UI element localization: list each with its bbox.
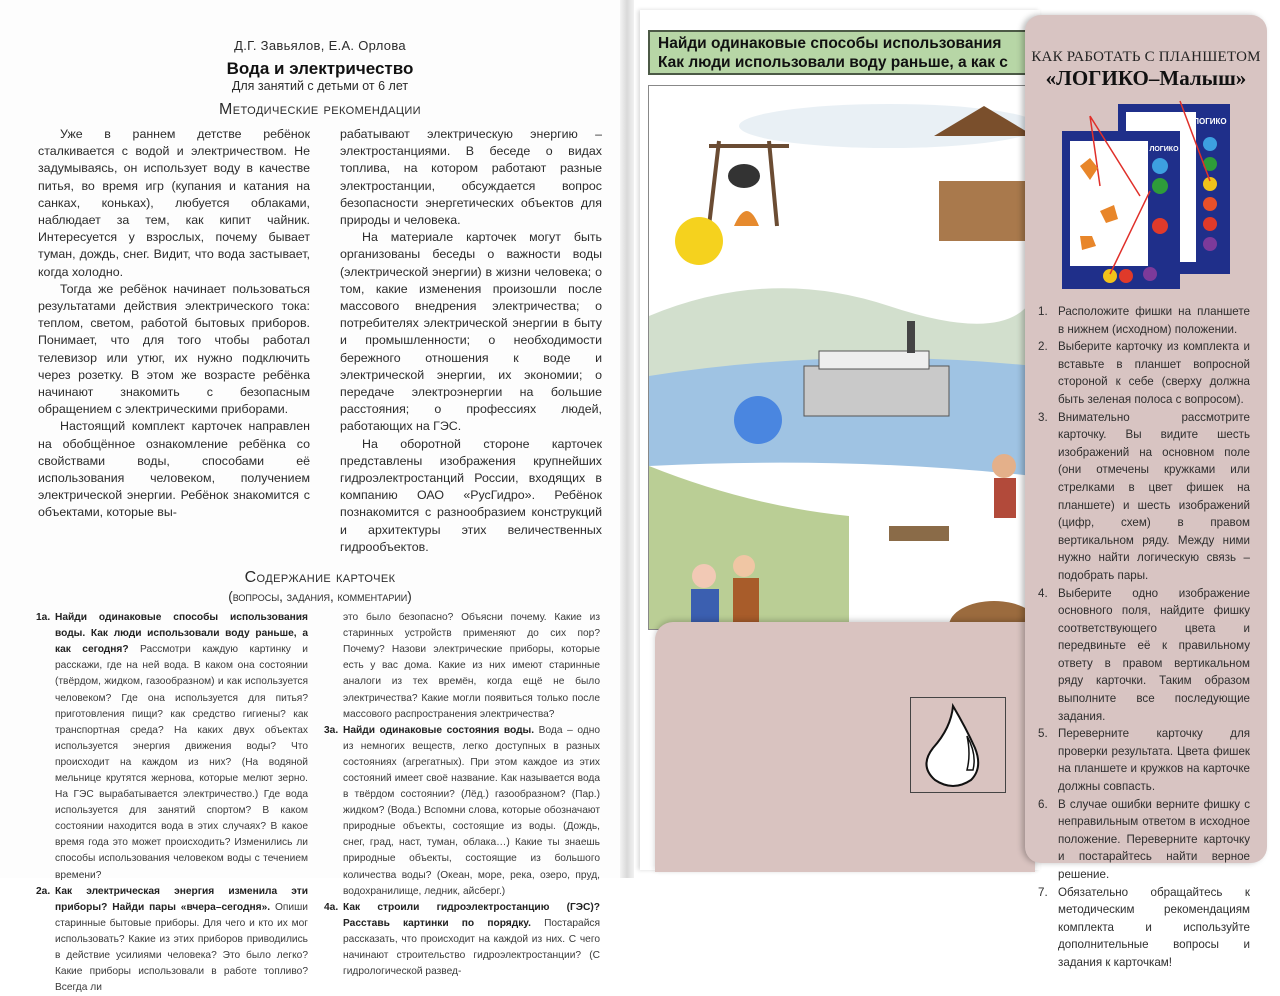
instructions-content [1025, 48, 1267, 972]
instruction-step: 1. Расположите фишки на планшете в нижнем (исходном) положении. [1038, 305, 1250, 336]
question-columns [20, 610, 620, 996]
paragraph: Уже в раннем детстве ребёнок сталкивается с водой и электричеством. Не задумываясь, он использует воду в качестве питья, во время игр (купания и катания на санках, коньках), любуется облаками, наблюдает за тем, как кипит чайник. Интересуется у взрослых, почему бывает туман, дождь, снег. Видит, что вода застывает, когда холодно. [38, 127, 310, 279]
paragraph: На материале карточек могут быть организованы беседы о важности воды (электрической энергии) в жизни человека; о том, какие изменения произошли после массового внедрения электричества; о потребителях электрической энергии в быту и промышленности; о необходимости бережного отношения к воде и электрической энергии, их экономии; о передаче электроэнергии на большие расстояния; о профессиях людей, работающих на ГЭС. [340, 230, 602, 434]
instruction-step: 3. Внимательно рассмотрите карточку. Вы видите шесть изображений на основном поле (они отмечены кружками или стрелками в цвет фишек на планшете) и шесть изображений (цифр, схем) в правом вертикальном ряду. Между ними нужно найти логическую связь – подобрать пары. [1038, 410, 1250, 582]
question-text: Вода – одно из немногих веществ, легко доступных в разных состояниях (агрегатных). При этом каждое из этих состояний имеет своё название. Как называется вода в твёрдом состоянии? (Лёд.) газообразном? (Пар.) жидком? (Вода.) Вспомни слова, которые обозначают природные объекты, состоящие из воды. (Дождь, снег, град, наст, туман, облака…) Какие ты знаешь природные объекты, состоящие из большого количества воды? (Океан, море, река, озеро, пруд, водохранилище, ледник, айсберг.) [343, 724, 600, 897]
question-number: 2а. [36, 885, 51, 897]
intro-column-2 [340, 126, 602, 556]
question-text: Постарайся рассказать, что происходит на каждой из них. С чего начинают строительство гидроэлектростанции? (С гидрологической развед- [343, 917, 601, 978]
authors: Д.Г. Завьялов, Е.А. Орлова [234, 38, 406, 53]
pier [889, 526, 949, 541]
marker-blue [734, 396, 782, 444]
question-item [36, 610, 308, 884]
subtitle: Для занятий с детьми от 6 лет [231, 79, 409, 93]
paragraph: На оборотной стороне карточек представлены изображения крупнейших гидроэлектростанций России, входящих в компанию ОАО «РусГидро». Ребёнок познакомится с разнообразием конструкций и архитектуры этих величественных гидрообъектов. [340, 436, 602, 554]
card-question-line: Найди одинаковые способы использования [658, 35, 1002, 52]
question-number: 1а. [36, 612, 51, 624]
instruction-step: 7. Обязательно обращайтесь к методическим рекомендациям комплекта и используйте дополнительные вопросы и задания к карточкам! [1038, 885, 1250, 969]
question-item [36, 884, 308, 996]
question-title: Найди одинаковые состояния воды. [343, 724, 535, 736]
steamboat-icon [804, 366, 949, 416]
paragraph: рабатывают электрическую энергию – электростанциями. В беседе о видах топлива, на котором работают разные электростанции, обсуждается вопрос безопасности энергетических объектов для природы и человека. [340, 127, 602, 228]
paragraph: Настоящий комплект карточек направлен на обобщённое ознакомление ребёнка со свойствами воды, способами её использования человеком, получением электрической энергии. Ребёнок знакомится с объектами, которые вы- [38, 419, 310, 520]
water-drop-icon [911, 698, 1007, 794]
card-illustration [648, 85, 1033, 630]
instruction-step: 5. Переверните карточку для проверки результата. Цвета фишек на планшете и кружков на карточке должны совпасть. [1038, 727, 1250, 794]
instruction-step: 2. Выберите карточку из комплекта и вставьте в планшет вопросной стороной к себе (сверху должна быть зеленая полоса с вопросом). [1038, 340, 1250, 406]
section-subheading: (вопросы, задания, комментарии) [228, 589, 412, 605]
question-item [324, 723, 600, 900]
section-heading-content: Содержание карточек [244, 569, 396, 587]
tablet-brand: ЛОГИКО [1149, 146, 1179, 153]
section-heading-method: Методические рекомендации [219, 101, 421, 118]
card-question-banner [648, 30, 1043, 75]
instruction-step: 4. Выберите одно изображение основного поля, найдите фишку соответствующего цвета и передвиньте её к правильному ответу в правом вертикальном ряду карточки. Таким образом выполните все последующие задания. [1038, 586, 1250, 723]
answer-box [910, 697, 1006, 793]
question-title: Как строили гидроэлектростанцию (ГЭС)? Расставь картинки по порядку. [343, 901, 600, 929]
tablet-illustration [1060, 96, 1235, 291]
question-text: Опиши старинные бытовые приборы. Для чего и кто их мог использовать? Какие из этих приборов приводились в действие усилиями человека? Это было легко? Какие приборы использовали в работе топливо? Всегда ли [55, 901, 308, 994]
instructions-list [1038, 303, 1250, 972]
question-item [324, 900, 600, 980]
question-number: 3а. [324, 724, 339, 736]
question-number: 4а. [324, 901, 339, 913]
instructions-product-name: «ЛОГИКО–Малыш» [1045, 66, 1247, 90]
questions-column-1 [36, 610, 308, 996]
book-gutter [620, 0, 634, 878]
question-title: Как электрическая энергия изменила эти приборы? Найди пары «вчера–сегодня». [55, 885, 308, 913]
page-title: Вода и электричество [226, 59, 414, 78]
instruction-step: 6. В случае ошибки верните фишку с неправильным ответом в исходное положение. Переверните карточку и постарайтесь найти верное решение. [1038, 797, 1250, 881]
person-icon [992, 454, 1016, 478]
intro-column-1 [38, 126, 310, 522]
card-question-line: Как люди использовали воду раньше, а как с [658, 54, 1008, 71]
marker-yellow [675, 217, 723, 265]
paragraph: Тогда же ребёнок начинает пользоваться результатами действия электрического тока: теплом, светом, работой бытовых приборов. Понимает, что для того чтобы работал телевизор или утюг, их нужно подключить через розетку. В этом же возрасте ребёнка начинают знакомить с безопасным обращением с электрическими приборами. [38, 281, 310, 417]
watercolor-scene [649, 86, 1033, 630]
tablet-brand: ЛОГИКО [1193, 117, 1227, 126]
questions-column-2 [324, 610, 600, 980]
question-text: это было безопасно? Объясни почему. Какие из старинных устройств применяют до сих пор? Почему? Назови электрические приборы, которые есть у вас дома. Какие из них имеют старинные аналоги из тех времён, когда ещё не было электричества? Какие могли появиться только после массового распространения электричества? [343, 612, 600, 720]
well-icon [939, 181, 1033, 241]
cauldron-icon [728, 164, 760, 188]
question-item-continued [324, 610, 600, 723]
instructions-title: КАК РАБОТАТЬ С ПЛАНШЕТОМ [1031, 49, 1261, 65]
question-text: Рассмотри каждую картинку и расскажи, где на ней вода. В каком она состоянии (твёрдом, жидком, газообразном) и как используется человеком? Где она используется для питья? приготовления пищи? как средство гигиены? как транспортная среда? На каких двух объектах используется энергия движения воды? Что происходит на каждом из них? (На водяной мельнице крутятся жернова, которые мелют зерно. На ГЭС вырабатывается электричество.) Где вода используется для занятий спортом? В каком состоянии находится вода в этих случаях? В какое время года это может происходить? Изменились ли способы использования человеком воды с течением времени? [55, 644, 308, 881]
left-page-content [20, 38, 620, 996]
intro-columns [20, 126, 620, 556]
question-title: Найди одинаковые способы использования воды. Как люди использовали воду раньше, а как сегодня? [55, 612, 308, 656]
